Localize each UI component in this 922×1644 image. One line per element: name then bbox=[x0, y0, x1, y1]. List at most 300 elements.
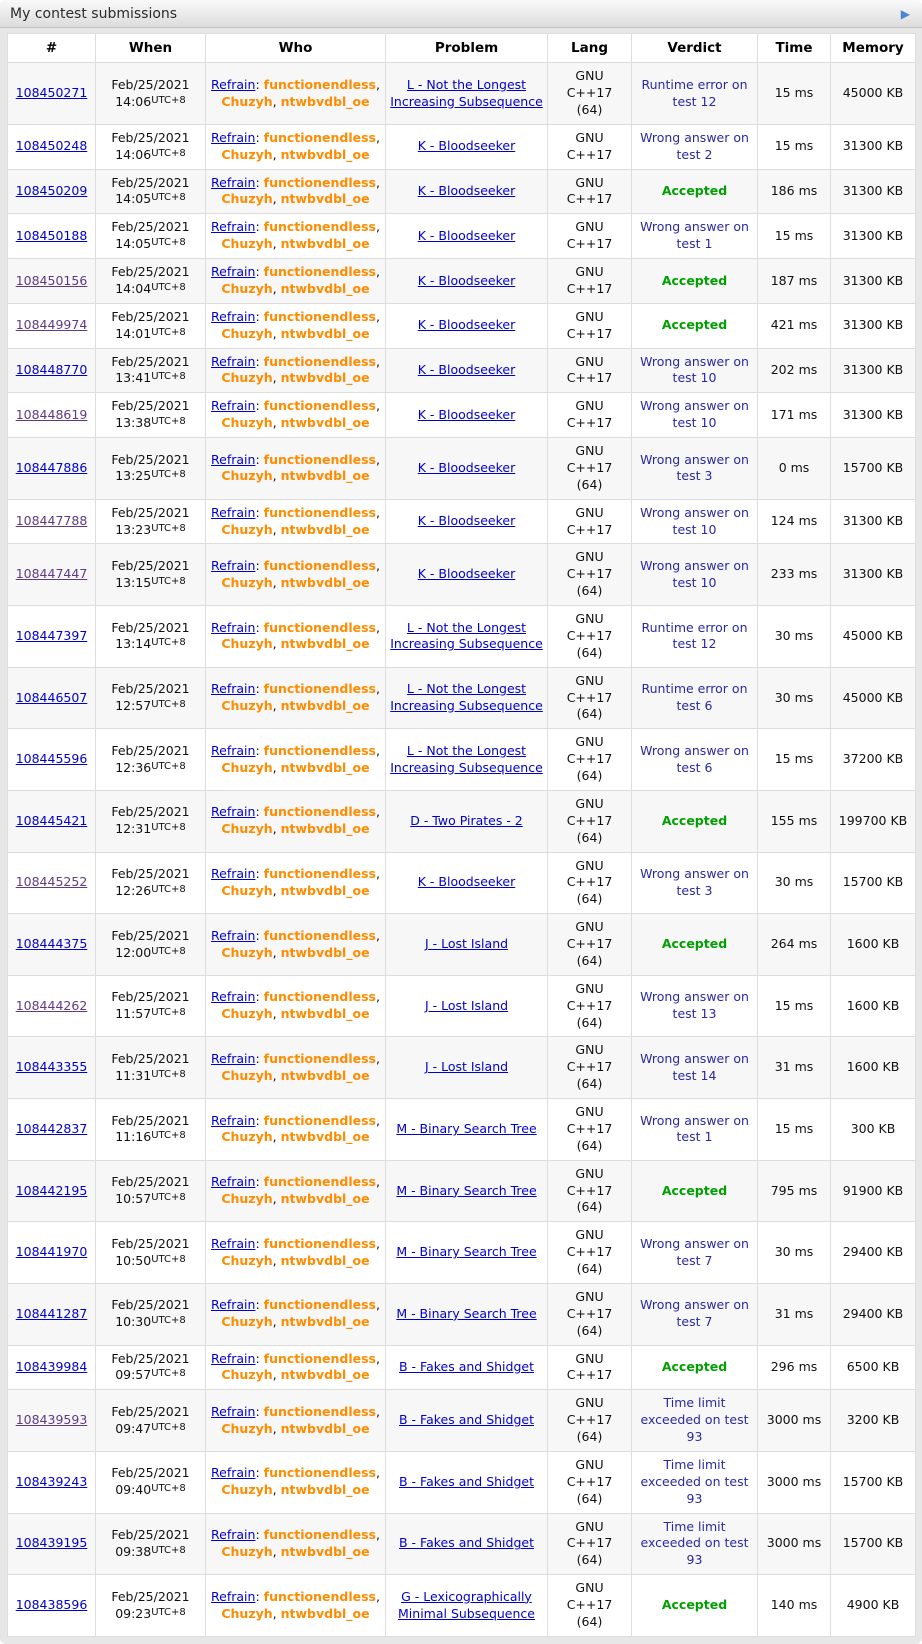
submission-id-cell bbox=[8, 499, 96, 544]
member-link[interactable]: ntwbvdbl_oe bbox=[280, 636, 370, 652]
team-link[interactable]: Refrain bbox=[211, 76, 256, 92]
submission-who-cell bbox=[206, 1390, 386, 1452]
problem-link[interactable]: K - Bloodseeker bbox=[417, 566, 516, 582]
submission-memory-cell bbox=[831, 1451, 916, 1513]
problem-link[interactable]: J - Lost Island bbox=[424, 997, 509, 1013]
member-link[interactable]: ntwbvdbl_oe bbox=[280, 415, 370, 431]
timezone-label: UTC+8 bbox=[151, 1421, 186, 1433]
submission-who-cell bbox=[206, 303, 386, 348]
submission-memory-cell bbox=[831, 1345, 916, 1390]
member-link[interactable]: Chuzyh bbox=[221, 1367, 273, 1383]
timezone-label: UTC+8 bbox=[151, 371, 186, 383]
problem-link[interactable]: K - Bloodseeker bbox=[417, 874, 516, 890]
problem-link[interactable]: J - Lost Island bbox=[424, 936, 509, 952]
verdict-label: Wrong answer on test 10 bbox=[640, 557, 749, 590]
lang-label: GNU C++17 bbox=[566, 353, 613, 386]
timezone-label: UTC+8 bbox=[151, 945, 186, 957]
member-link[interactable]: Chuzyh bbox=[221, 759, 273, 775]
submission-lang-cell bbox=[548, 393, 632, 438]
team-link[interactable]: Refrain bbox=[211, 353, 256, 369]
submission-id-cell bbox=[8, 214, 96, 259]
team-members: functionendless, Chuzyh, ntwbvdbl_oe bbox=[221, 451, 380, 484]
submission-id-link[interactable]: 108450271 bbox=[15, 85, 88, 101]
submission-id-link[interactable]: 108450188 bbox=[15, 227, 88, 243]
member-link[interactable]: ntwbvdbl_oe bbox=[280, 1314, 370, 1330]
submission-memory-cell bbox=[831, 348, 916, 393]
member-link[interactable]: functionendless bbox=[263, 1465, 376, 1481]
submission-memory-cell bbox=[831, 729, 916, 791]
submission-who-cell bbox=[206, 393, 386, 438]
member-link[interactable]: ntwbvdbl_oe bbox=[280, 1543, 370, 1559]
submission-when-cell bbox=[96, 1575, 206, 1637]
member-link[interactable]: functionendless bbox=[263, 1297, 376, 1313]
member-link[interactable]: functionendless bbox=[263, 927, 376, 943]
member-link[interactable]: ntwbvdbl_oe bbox=[280, 280, 370, 296]
member-link[interactable]: Chuzyh bbox=[221, 636, 273, 652]
team-link[interactable]: Refrain bbox=[211, 264, 256, 280]
member-link[interactable]: functionendless bbox=[263, 1112, 376, 1128]
member-link[interactable]: functionendless bbox=[263, 681, 376, 697]
submission-id-link[interactable]: 108448770 bbox=[15, 362, 88, 378]
problem-link[interactable]: M - Binary Search Tree bbox=[396, 1244, 537, 1260]
submission-id-link[interactable]: 108445252 bbox=[15, 874, 88, 890]
submission-id-cell bbox=[8, 1099, 96, 1161]
submission-problem-cell bbox=[386, 1222, 548, 1284]
member-link[interactable]: ntwbvdbl_oe bbox=[280, 146, 370, 162]
exec-time-label: 795 ms bbox=[770, 1182, 818, 1198]
submission-time: 14:05 bbox=[115, 236, 152, 252]
table-row bbox=[8, 975, 916, 1037]
problem-link[interactable]: J - Lost Island bbox=[424, 1059, 509, 1075]
team-link[interactable]: Refrain bbox=[211, 681, 256, 697]
member-link[interactable]: ntwbvdbl_oe bbox=[280, 370, 370, 386]
submission-exec-time-cell bbox=[758, 63, 831, 125]
exec-time-label: 187 ms bbox=[770, 272, 818, 288]
member-link[interactable]: functionendless bbox=[263, 804, 376, 820]
team-link[interactable]: Refrain bbox=[211, 1174, 256, 1190]
submission-id-cell bbox=[8, 1451, 96, 1513]
problem-link[interactable]: D - Two Pirates - 2 bbox=[410, 812, 523, 828]
member-link[interactable]: ntwbvdbl_oe bbox=[280, 521, 370, 537]
submission-verdict-cell bbox=[632, 214, 758, 259]
member-link[interactable]: functionendless bbox=[263, 1527, 376, 1543]
submission-id-cell bbox=[8, 1037, 96, 1099]
team-link[interactable]: Refrain bbox=[211, 1235, 256, 1251]
problem-link[interactable]: B - Fakes and Shidget bbox=[399, 1359, 534, 1375]
submission-lang-cell bbox=[548, 1575, 632, 1637]
problem-link[interactable]: L - Not the Longest Increasing Subsequence bbox=[390, 681, 543, 714]
member-link[interactable]: Chuzyh bbox=[221, 415, 273, 431]
member-link[interactable]: Chuzyh bbox=[221, 698, 273, 714]
submission-time: 13:14 bbox=[115, 636, 152, 652]
submission-id-link[interactable]: 108444262 bbox=[15, 997, 88, 1013]
submission-problem-cell bbox=[386, 975, 548, 1037]
problem-link[interactable]: K - Bloodseeker bbox=[417, 513, 516, 529]
exec-time-label: 171 ms bbox=[770, 406, 818, 422]
exec-time-label: 15 ms bbox=[774, 751, 814, 767]
submission-problem-cell bbox=[386, 544, 548, 606]
verdict-label: Accepted bbox=[661, 812, 728, 828]
table-row bbox=[8, 914, 916, 976]
submission-date: Feb/25/2021 bbox=[111, 742, 190, 758]
submission-id-link[interactable]: 108439243 bbox=[15, 1473, 88, 1489]
exec-time-label: 264 ms bbox=[770, 936, 818, 952]
team-link[interactable]: Refrain bbox=[211, 1527, 256, 1543]
member-link[interactable]: functionendless bbox=[263, 451, 376, 467]
problem-link[interactable]: B - Fakes and Shidget bbox=[399, 1412, 534, 1428]
team-link[interactable]: Refrain bbox=[211, 1403, 256, 1419]
submission-time: 11:57 bbox=[115, 1006, 152, 1022]
member-link[interactable]: ntwbvdbl_oe bbox=[280, 1006, 370, 1022]
memory-label: 31300 KB bbox=[842, 513, 904, 529]
member-link[interactable]: functionendless bbox=[263, 1588, 376, 1604]
submission-when-cell bbox=[96, 1513, 206, 1575]
team-members: functionendless, Chuzyh, ntwbvdbl_oe bbox=[221, 1050, 380, 1083]
member-link[interactable]: ntwbvdbl_oe bbox=[280, 821, 370, 837]
submission-exec-time-cell bbox=[758, 1160, 831, 1222]
submission-id-link[interactable]: 108450156 bbox=[15, 272, 88, 288]
lang-label: GNU C++17 (64) bbox=[566, 549, 613, 599]
submission-id-link[interactable]: 108446507 bbox=[15, 689, 88, 705]
verdict-label: Runtime error on test 12 bbox=[641, 619, 748, 652]
table-row bbox=[8, 1037, 916, 1099]
team-link[interactable]: Refrain bbox=[211, 451, 256, 467]
member-link[interactable]: Chuzyh bbox=[221, 1067, 273, 1083]
lang-label: GNU C++17 bbox=[566, 264, 613, 296]
member-link[interactable]: ntwbvdbl_oe bbox=[280, 1420, 370, 1436]
member-link[interactable]: functionendless bbox=[263, 989, 376, 1005]
team-link[interactable]: Refrain bbox=[211, 866, 256, 882]
member-link[interactable]: ntwbvdbl_oe bbox=[280, 93, 370, 109]
lang-label: GNU C++17 (64) bbox=[566, 443, 613, 492]
submissions-table bbox=[7, 33, 916, 1637]
member-link[interactable]: ntwbvdbl_oe bbox=[280, 574, 370, 590]
problem-link[interactable]: K - Bloodseeker bbox=[417, 183, 516, 199]
timezone-label: UTC+8 bbox=[151, 1253, 186, 1265]
member-link[interactable]: functionendless bbox=[263, 174, 376, 190]
lang-label: GNU C++17 (64) bbox=[566, 68, 613, 117]
member-link[interactable]: Chuzyh bbox=[221, 325, 273, 341]
submission-id-link[interactable]: 108439593 bbox=[15, 1412, 88, 1428]
submission-who-cell bbox=[206, 1451, 386, 1513]
timezone-label: UTC+8 bbox=[151, 637, 186, 649]
member-link[interactable]: ntwbvdbl_oe bbox=[280, 759, 370, 775]
table-row bbox=[8, 1345, 916, 1390]
member-link[interactable]: Chuzyh bbox=[221, 1191, 273, 1207]
submission-problem-cell bbox=[386, 667, 548, 729]
member-link[interactable]: functionendless bbox=[263, 76, 376, 92]
memory-label: 199700 KB bbox=[838, 812, 908, 828]
submission-memory-cell bbox=[831, 63, 916, 125]
member-link[interactable]: ntwbvdbl_oe bbox=[280, 191, 370, 207]
member-link[interactable]: ntwbvdbl_oe bbox=[280, 882, 370, 898]
submission-verdict-cell bbox=[632, 1513, 758, 1575]
member-link[interactable]: ntwbvdbl_oe bbox=[280, 1067, 370, 1083]
member-link[interactable]: Chuzyh bbox=[221, 236, 273, 252]
member-link[interactable]: functionendless bbox=[263, 557, 376, 573]
member-link[interactable]: Chuzyh bbox=[221, 882, 273, 898]
memory-label: 31300 KB bbox=[842, 406, 904, 422]
member-link[interactable]: functionendless bbox=[263, 742, 376, 758]
submission-lang-cell bbox=[548, 1513, 632, 1575]
team-link[interactable]: Refrain bbox=[211, 1050, 256, 1066]
team-link[interactable]: Refrain bbox=[211, 1465, 256, 1481]
member-link[interactable]: functionendless bbox=[263, 129, 376, 145]
member-link[interactable]: Chuzyh bbox=[221, 1314, 273, 1330]
submission-lang-cell bbox=[548, 914, 632, 976]
submission-exec-time-cell bbox=[758, 303, 831, 348]
submission-id-link[interactable]: 108441970 bbox=[15, 1244, 88, 1260]
problem-link[interactable]: M - Binary Search Tree bbox=[396, 1305, 537, 1321]
member-link[interactable]: Chuzyh bbox=[221, 1482, 273, 1498]
expand-arrow-icon[interactable]: ▶ bbox=[900, 6, 910, 21]
submission-date: Feb/25/2021 bbox=[111, 219, 190, 235]
member-link[interactable]: functionendless bbox=[263, 1174, 376, 1190]
submission-time: 13:25 bbox=[115, 468, 152, 484]
problem-link[interactable]: K - Bloodseeker bbox=[417, 406, 516, 422]
member-link[interactable]: Chuzyh bbox=[221, 1420, 273, 1436]
team-link[interactable]: Refrain bbox=[211, 927, 256, 943]
who-separator: : bbox=[255, 1297, 264, 1313]
problem-link[interactable]: M - Binary Search Tree bbox=[396, 1182, 537, 1198]
exec-time-label: 3000 ms bbox=[766, 1412, 822, 1428]
submission-id-link[interactable]: 108442195 bbox=[15, 1182, 88, 1198]
problem-link[interactable]: L - Not the Longest Increasing Subsequence bbox=[390, 619, 543, 652]
member-link[interactable]: Chuzyh bbox=[221, 521, 273, 537]
submission-when-cell bbox=[96, 1099, 206, 1161]
member-link[interactable]: Chuzyh bbox=[221, 93, 273, 109]
team-link[interactable]: Refrain bbox=[211, 504, 256, 520]
submission-id-link[interactable]: 108442837 bbox=[15, 1120, 88, 1136]
submission-who-cell bbox=[206, 975, 386, 1037]
submission-lang-cell bbox=[548, 1222, 632, 1284]
member-link[interactable]: Chuzyh bbox=[221, 944, 273, 960]
submission-who-cell bbox=[206, 1222, 386, 1284]
problem-link[interactable]: B - Fakes and Shidget bbox=[399, 1535, 534, 1551]
team-link[interactable]: Refrain bbox=[211, 174, 256, 190]
submission-exec-time-cell bbox=[758, 169, 831, 214]
submission-id-link[interactable]: 108445596 bbox=[15, 751, 88, 767]
team-link[interactable]: Refrain bbox=[211, 804, 256, 820]
team-link[interactable]: Refrain bbox=[211, 742, 256, 758]
member-link[interactable]: Chuzyh bbox=[221, 146, 273, 162]
submission-id-link[interactable]: 108439195 bbox=[15, 1535, 88, 1551]
submission-id-link[interactable]: 108441287 bbox=[15, 1305, 88, 1321]
table-row bbox=[8, 348, 916, 393]
who-separator: : bbox=[255, 681, 264, 697]
submission-id-cell bbox=[8, 544, 96, 606]
submission-id-cell bbox=[8, 1390, 96, 1452]
team-link[interactable]: Refrain bbox=[211, 619, 256, 635]
team-link[interactable]: Refrain bbox=[211, 557, 256, 573]
member-link[interactable]: functionendless bbox=[263, 398, 376, 414]
submission-exec-time-cell bbox=[758, 499, 831, 544]
problem-link[interactable]: M - Binary Search Tree bbox=[396, 1120, 537, 1136]
member-link[interactable]: ntwbvdbl_oe bbox=[280, 1482, 370, 1498]
problem-link[interactable]: L - Not the Longest Increasing Subsequence bbox=[390, 742, 543, 775]
submission-id-link[interactable]: 108439984 bbox=[15, 1359, 88, 1375]
submission-time: 09:40 bbox=[115, 1482, 152, 1498]
submission-problem-cell bbox=[386, 1451, 548, 1513]
verdict-label: Wrong answer on test 10 bbox=[640, 398, 749, 431]
timezone-label: UTC+8 bbox=[151, 237, 186, 249]
member-link[interactable]: functionendless bbox=[263, 1403, 376, 1419]
submission-id-cell bbox=[8, 667, 96, 729]
submission-problem-cell bbox=[386, 1513, 548, 1575]
table-row bbox=[8, 169, 916, 214]
submission-verdict-cell bbox=[632, 63, 758, 125]
member-link[interactable]: functionendless bbox=[263, 866, 376, 882]
submission-id-cell bbox=[8, 1222, 96, 1284]
team-link[interactable]: Refrain bbox=[211, 1350, 256, 1366]
member-link[interactable]: Chuzyh bbox=[221, 821, 273, 837]
problem-link[interactable]: K - Bloodseeker bbox=[417, 317, 516, 333]
team-link[interactable]: Refrain bbox=[211, 1297, 256, 1313]
table-row bbox=[8, 1390, 916, 1452]
team-members: functionendless, Chuzyh, ntwbvdbl_oe bbox=[221, 804, 380, 837]
problem-link[interactable]: B - Fakes and Shidget bbox=[399, 1473, 534, 1489]
submission-date: Feb/25/2021 bbox=[111, 308, 190, 324]
member-link[interactable]: Chuzyh bbox=[221, 574, 273, 590]
timezone-label: UTC+8 bbox=[151, 192, 186, 204]
member-link[interactable]: ntwbvdbl_oe bbox=[280, 236, 370, 252]
submission-id-link[interactable]: 108447886 bbox=[15, 459, 88, 475]
memory-label: 15700 KB bbox=[842, 459, 904, 475]
exec-time-label: 15 ms bbox=[774, 227, 814, 243]
member-link[interactable]: Chuzyh bbox=[221, 1605, 273, 1621]
submission-id-link[interactable]: 108450248 bbox=[15, 138, 88, 154]
team-members: functionendless, Chuzyh, ntwbvdbl_oe bbox=[221, 398, 380, 431]
team-link[interactable]: Refrain bbox=[211, 398, 256, 414]
member-link[interactable]: ntwbvdbl_oe bbox=[280, 1129, 370, 1145]
member-link[interactable]: functionendless bbox=[263, 353, 376, 369]
submission-memory-cell bbox=[831, 1390, 916, 1452]
exec-time-label: 155 ms bbox=[770, 812, 818, 828]
member-link[interactable]: ntwbvdbl_oe bbox=[280, 325, 370, 341]
lang-label: GNU C++17 (64) bbox=[566, 734, 613, 784]
submission-id-link[interactable]: 108447447 bbox=[15, 566, 88, 582]
member-link[interactable]: ntwbvdbl_oe bbox=[280, 1191, 370, 1207]
member-link[interactable]: functionendless bbox=[263, 1235, 376, 1251]
submission-when-cell bbox=[96, 259, 206, 304]
team-link[interactable]: Refrain bbox=[211, 308, 256, 324]
submission-id-link[interactable]: 108443355 bbox=[15, 1059, 88, 1075]
exec-time-label: 31 ms bbox=[774, 1305, 814, 1321]
member-link[interactable]: ntwbvdbl_oe bbox=[280, 944, 370, 960]
team-link[interactable]: Refrain bbox=[211, 989, 256, 1005]
submission-who-cell bbox=[206, 1160, 386, 1222]
submission-lang-cell bbox=[548, 1345, 632, 1390]
submission-id-link[interactable]: 108438596 bbox=[15, 1597, 88, 1613]
submission-id-link[interactable]: 108449974 bbox=[15, 317, 88, 333]
member-link[interactable]: Chuzyh bbox=[221, 191, 273, 207]
member-link[interactable]: Chuzyh bbox=[221, 1543, 273, 1559]
submission-id-link[interactable]: 108445421 bbox=[15, 812, 88, 828]
submission-lang-cell bbox=[548, 544, 632, 606]
problem-link[interactable]: L - Not the Longest Increasing Subsequence bbox=[390, 76, 543, 109]
submission-problem-cell bbox=[386, 729, 548, 791]
submission-verdict-cell bbox=[632, 1451, 758, 1513]
timezone-label: UTC+8 bbox=[151, 1007, 186, 1019]
team-link[interactable]: Refrain bbox=[211, 129, 256, 145]
member-link[interactable]: functionendless bbox=[263, 308, 376, 324]
member-link[interactable]: functionendless bbox=[263, 1350, 376, 1366]
submission-when-cell bbox=[96, 303, 206, 348]
submission-id-link[interactable]: 108444375 bbox=[15, 936, 88, 952]
memory-label: 31300 KB bbox=[842, 317, 904, 333]
timezone-label: UTC+8 bbox=[151, 1130, 186, 1142]
member-link[interactable]: Chuzyh bbox=[221, 1006, 273, 1022]
member-link[interactable]: ntwbvdbl_oe bbox=[280, 1252, 370, 1268]
member-link[interactable]: functionendless bbox=[263, 1050, 376, 1066]
submission-time: 11:31 bbox=[115, 1067, 152, 1083]
table-row bbox=[8, 214, 916, 259]
member-link[interactable]: ntwbvdbl_oe bbox=[280, 1605, 370, 1621]
submission-time: 13:15 bbox=[115, 574, 152, 590]
problem-link[interactable]: K - Bloodseeker bbox=[417, 227, 516, 243]
submission-when-cell bbox=[96, 169, 206, 214]
member-link[interactable]: Chuzyh bbox=[221, 370, 273, 386]
problem-link[interactable]: K - Bloodseeker bbox=[417, 459, 516, 475]
submission-problem-cell bbox=[386, 169, 548, 214]
submission-id-cell bbox=[8, 124, 96, 169]
member-link[interactable]: Chuzyh bbox=[221, 468, 273, 484]
problem-link[interactable]: K - Bloodseeker bbox=[417, 272, 516, 288]
timezone-label: UTC+8 bbox=[151, 326, 186, 338]
verdict-label: Wrong answer on test 7 bbox=[640, 1235, 749, 1268]
submission-id-link[interactable]: 108450209 bbox=[15, 183, 88, 199]
submission-id-cell bbox=[8, 1283, 96, 1345]
member-link[interactable]: functionendless bbox=[263, 264, 376, 280]
member-link[interactable]: Chuzyh bbox=[221, 280, 273, 296]
team-link[interactable]: Refrain bbox=[211, 219, 256, 235]
submission-time: 09:57 bbox=[115, 1367, 152, 1383]
exec-time-label: 3000 ms bbox=[766, 1535, 822, 1551]
member-link[interactable]: functionendless bbox=[263, 619, 376, 635]
member-link[interactable]: Chuzyh bbox=[221, 1252, 273, 1268]
who-separator: : bbox=[255, 804, 264, 820]
submission-id-link[interactable]: 108448619 bbox=[15, 406, 88, 422]
team-link[interactable]: Refrain bbox=[211, 1112, 256, 1128]
verdict-label: Time limit exceeded on test 93 bbox=[640, 1456, 749, 1506]
exec-time-label: 15 ms bbox=[774, 997, 814, 1013]
member-link[interactable]: ntwbvdbl_oe bbox=[280, 468, 370, 484]
problem-link[interactable]: K - Bloodseeker bbox=[417, 138, 516, 154]
member-link[interactable]: functionendless bbox=[263, 219, 376, 235]
submission-id-link[interactable]: 108447788 bbox=[15, 513, 88, 529]
submission-id-link[interactable]: 108447397 bbox=[15, 627, 88, 643]
problem-link[interactable]: K - Bloodseeker bbox=[417, 362, 516, 378]
submission-date: Feb/25/2021 bbox=[111, 504, 190, 520]
team-link[interactable]: Refrain bbox=[211, 1588, 256, 1604]
memory-label: 1600 KB bbox=[846, 997, 900, 1013]
who-separator: : bbox=[255, 1174, 264, 1190]
submission-date: Feb/25/2021 bbox=[111, 681, 190, 697]
member-link[interactable]: ntwbvdbl_oe bbox=[280, 1367, 370, 1383]
submission-memory-cell bbox=[831, 1037, 916, 1099]
team-members: functionendless, Chuzyh, ntwbvdbl_oe bbox=[221, 1297, 380, 1330]
exec-time-label: 30 ms bbox=[774, 1244, 814, 1260]
member-link[interactable]: Chuzyh bbox=[221, 1129, 273, 1145]
member-link[interactable]: functionendless bbox=[263, 504, 376, 520]
submission-verdict-cell bbox=[632, 667, 758, 729]
who-separator: : bbox=[255, 989, 264, 1005]
column-header-id: # bbox=[8, 34, 96, 63]
problem-link[interactable]: G - Lexicographically Minimal Subsequence bbox=[398, 1588, 535, 1621]
submission-memory-cell bbox=[831, 544, 916, 606]
member-link[interactable]: ntwbvdbl_oe bbox=[280, 698, 370, 714]
submission-who-cell bbox=[206, 790, 386, 852]
